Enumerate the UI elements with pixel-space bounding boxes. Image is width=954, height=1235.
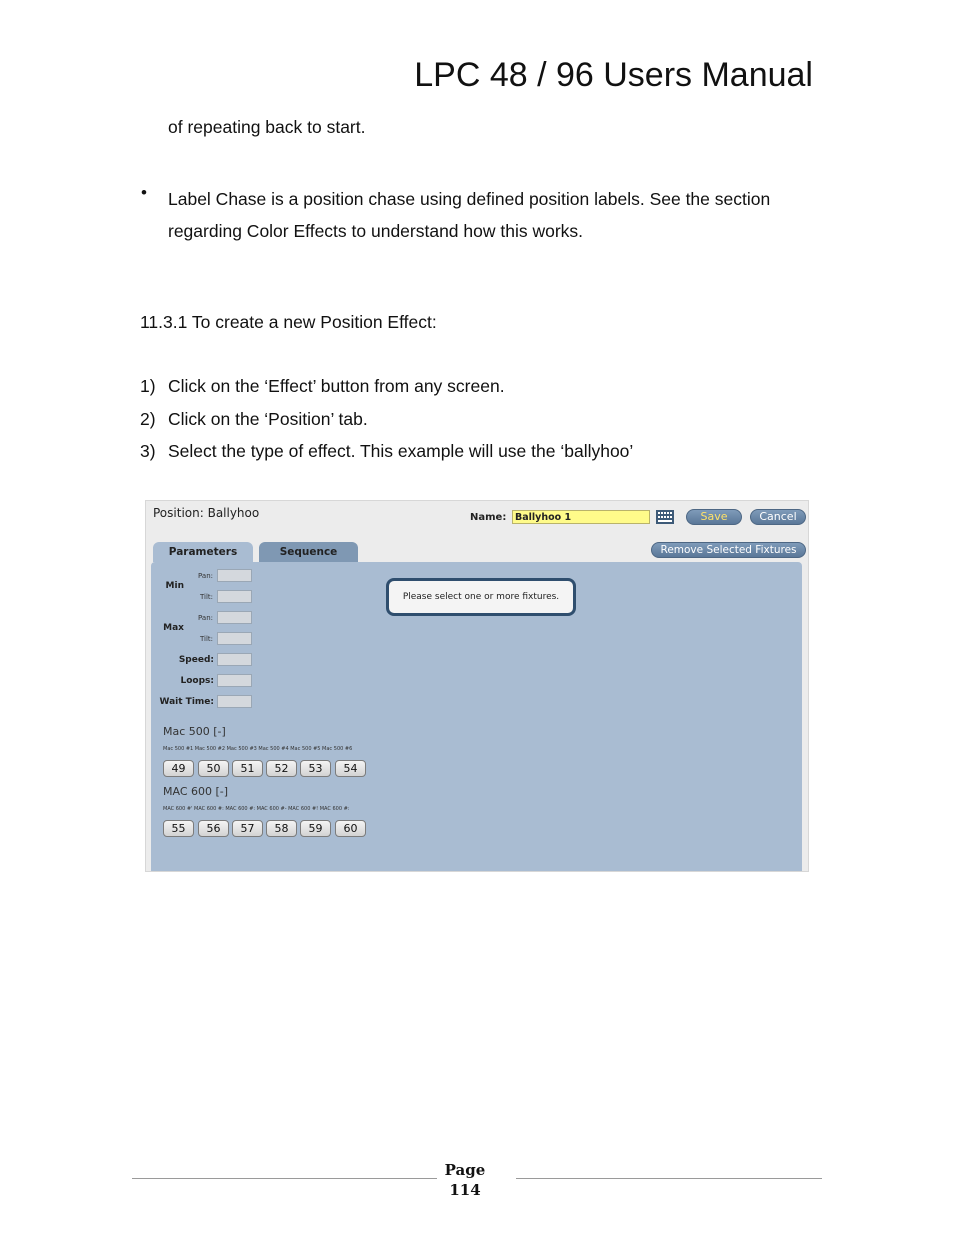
name-label: Name: <box>470 512 507 523</box>
speed-field[interactable] <box>217 653 252 666</box>
wait-time-label: Wait Time: <box>159 697 214 707</box>
fixture-button[interactable]: 53 <box>300 760 331 777</box>
min-pan-label: Pan: <box>198 572 213 580</box>
fixture-button[interactable]: 57 <box>232 820 263 837</box>
step-number: 1) <box>140 376 156 396</box>
step-text: Click on the ‘Position’ tab. <box>168 409 368 429</box>
step-number: 3) <box>140 441 156 461</box>
fixture-button[interactable]: 60 <box>335 820 366 837</box>
loops-label: Loops: <box>180 676 214 686</box>
speed-label: Speed: <box>178 655 214 665</box>
fixture-button[interactable]: 56 <box>198 820 229 837</box>
fixture-button[interactable]: 49 <box>163 760 194 777</box>
max-pan-field[interactable] <box>217 611 252 624</box>
fixture-group-title[interactable]: MAC 600 [-] <box>163 785 229 798</box>
section-heading: 11.3.1 To create a new Position Effect: <box>140 312 437 332</box>
remove-selected-fixtures-button[interactable]: Remove Selected Fixtures <box>651 542 806 558</box>
min-pan-field[interactable] <box>217 569 252 582</box>
max-pan-label: Pan: <box>198 614 213 622</box>
bullet-dot: • <box>141 183 147 202</box>
loops-field[interactable] <box>217 674 252 687</box>
save-button[interactable]: Save <box>686 509 742 525</box>
footer-rule-left <box>132 1178 437 1179</box>
fixture-button[interactable]: 50 <box>198 760 229 777</box>
page-number-value: 114 <box>449 1181 481 1199</box>
fixture-button[interactable]: 51 <box>232 760 263 777</box>
bullet-text: Label Chase is a position chase using defined position labels. See the section regarding Color Effects to understand how this works. <box>168 189 771 241</box>
page-header-title: LPC 48 / 96 Users Manual <box>414 56 813 94</box>
page-label: Page <box>444 1161 486 1179</box>
max-tilt-field[interactable] <box>217 632 252 645</box>
tab-parameters[interactable]: Parameters <box>153 542 253 562</box>
continuation-text: of repeating back to start. <box>168 117 366 137</box>
fixture-name-row: Mac 500 #1 Mac 500 #2 Mac 500 #3 Mac 500 #4 Mac 500 #5 Mac 500 #6 <box>163 746 353 752</box>
effect-title: Position: Ballyhoo <box>153 506 260 520</box>
fixture-name-row: MAC 600 #' MAC 600 #: MAC 600 #: MAC 600 #- MAC 600 #! MAC 600 #: <box>163 806 350 812</box>
page-number <box>440 1160 490 1200</box>
min-label: Min <box>165 581 184 591</box>
position-effect-screenshot <box>145 500 809 872</box>
wait-time-field[interactable] <box>217 695 252 708</box>
fixture-button[interactable]: 59 <box>300 820 331 837</box>
select-fixtures-message: Please select one or more fixtures. <box>386 578 576 616</box>
cancel-button[interactable]: Cancel <box>750 509 806 525</box>
keyboard-icon[interactable] <box>656 510 674 524</box>
step-number: 2) <box>140 409 156 429</box>
fixture-button[interactable]: 54 <box>335 760 366 777</box>
tab-sequence[interactable]: Sequence <box>259 542 358 562</box>
footer-rule-right <box>516 1178 822 1179</box>
effect-name-input[interactable]: Ballyhoo 1 <box>512 510 650 524</box>
min-tilt-label: Tilt: <box>199 593 213 601</box>
max-tilt-label: Tilt: <box>199 635 213 643</box>
fixture-button[interactable]: 58 <box>266 820 297 837</box>
fixture-button[interactable]: 52 <box>266 760 297 777</box>
step-text: Click on the ‘Effect’ button from any screen. <box>168 376 505 396</box>
min-tilt-field[interactable] <box>217 590 252 603</box>
fixture-button[interactable]: 55 <box>163 820 194 837</box>
fixture-group-title[interactable]: Mac 500 [-] <box>163 725 226 738</box>
max-label: Max <box>163 623 184 633</box>
step-text: Select the type of effect. This example will use the ‘ballyhoo’ <box>168 441 634 461</box>
